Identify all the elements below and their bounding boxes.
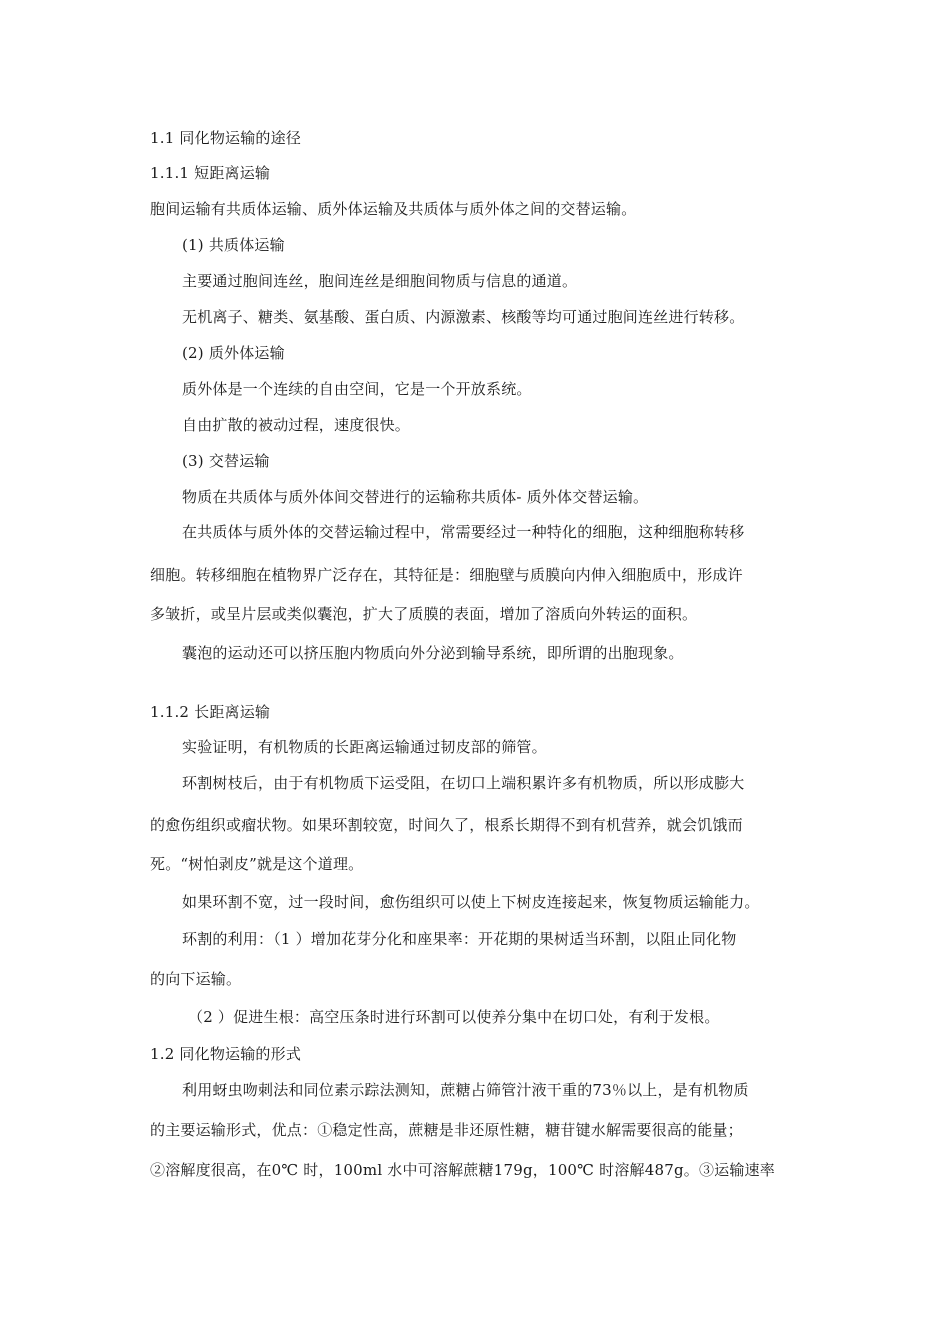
heading-1-1: 1.1 同化物运输的途径 [150, 129, 302, 147]
heading-symplast: (1) 共质体运输 [182, 236, 285, 254]
paragraph-apoplast-2: 自由扩散的被动过程，速度很快。 [182, 416, 411, 434]
paragraph-long-1: 实验证明，有机物质的长距离运输通过韧皮部的筛管。 [182, 738, 547, 756]
heading-1-2: 1.2 同化物运输的形式 [150, 1045, 302, 1063]
paragraph-alternating-2c: 多皱折，或呈片层或类似囊泡，扩大了质膜的表面，增加了溶质向外转运的面积。 [150, 605, 698, 623]
paragraph-form-b: 的主要运输形式，优点：①稳定性高，蔗糖是非还原性糖，糖苷键水解需要很高的能量； [150, 1121, 743, 1139]
paragraph-form-a: 利用蚜虫吻刺法和同位素示踪法测知，蔗糖占筛管汁液干重的73％以上，是有机物质 [182, 1081, 749, 1099]
paragraph-alternating-3: 囊泡的运动还可以挤压胞内物质向外分泌到输导系统，即所谓的出胞现象。 [182, 644, 684, 662]
paragraph-long-2b: 的愈伤组织或瘤状物。如果环割较宽，时间久了，根系长期得不到有机营养，就会饥饿而 [150, 816, 743, 834]
heading-apoplast: (2) 质外体运输 [182, 344, 285, 362]
paragraph-long-5: （2 ）促进生根：高空压条时进行环割可以使养分集中在切口处，有利于发根。 [188, 1008, 720, 1026]
heading-1-1-1: 1.1.1 短距离运输 [150, 164, 271, 182]
paragraph-long-4a: 环割的利用：（1 ）增加花芽分化和座果率：开花期的果树适当环割，以阻止同化物 [182, 930, 737, 948]
paragraph-symplast-2: 无机离子、糖类、氨基酸、蛋白质、内源激素、核酸等均可通过胞间连丝进行转移。 [182, 308, 745, 326]
paragraph-intro: 胞间运输有共质体运输、质外体运输及共质体与质外体之间的交替运输。 [150, 200, 637, 218]
paragraph-alternating-2b: 细胞。转移细胞在植物界广泛存在，其特征是：细胞壁与质膜向内伸入细胞质中，形成许 [150, 566, 743, 584]
paragraph-form-c: ②溶解度很高，在0℃ 时，100ml 水中可溶解蔗糖179g，100℃ 时溶解487g。③运输速率 [150, 1161, 775, 1179]
paragraph-alternating-1: 物质在共质体与质外体间交替进行的运输称共质体- 质外体交替运输。 [182, 488, 649, 506]
paragraph-symplast-1: 主要通过胞间连丝，胞间连丝是细胞间物质与信息的通道。 [182, 272, 578, 290]
paragraph-apoplast-1: 质外体是一个连续的自由空间，它是一个开放系统。 [182, 380, 532, 398]
paragraph-alternating-2a: 在共质体与质外体的交替运输过程中，常需要经过一种特化的细胞，这种细胞称转移 [182, 523, 745, 541]
paragraph-long-2a: 环割树枝后，由于有机物质下运受阻，在切口上端积累许多有机物质，所以形成膨大 [182, 774, 745, 792]
paragraph-long-4b: 的向下运输。 [150, 970, 242, 988]
paragraph-long-3: 如果环割不宽，过一段时间，愈伤组织可以使上下树皮连接起来，恢复物质运输能力。 [182, 893, 760, 911]
heading-alternating: (3) 交替运输 [182, 452, 270, 470]
heading-1-1-2: 1.1.2 长距离运输 [150, 703, 271, 721]
paragraph-long-2c: 死。“树怕剥皮”就是这个道理。 [150, 855, 364, 873]
